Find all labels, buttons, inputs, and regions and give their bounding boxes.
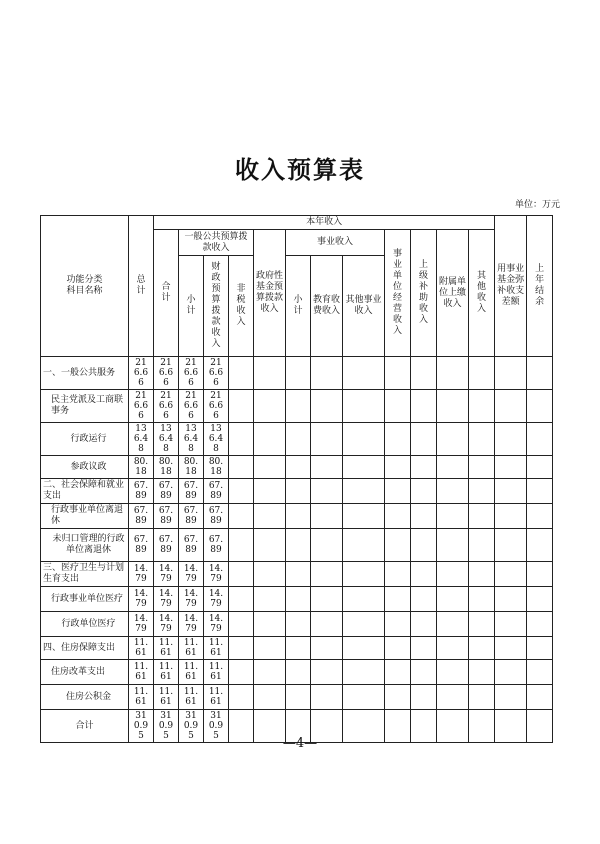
- cell-empty: [527, 504, 553, 529]
- cell-value: 216.66: [129, 357, 154, 390]
- cell-value: 14.79: [129, 612, 154, 637]
- cell-empty: [437, 660, 469, 685]
- cell-value: 136.48: [179, 423, 204, 456]
- cell-empty: [437, 637, 469, 660]
- header-other-business: 其他事业收入: [343, 256, 385, 357]
- cell-empty: [527, 357, 553, 390]
- table-row: [41, 612, 553, 637]
- cell-value: 11.61: [154, 685, 179, 710]
- page-number: —4—: [282, 736, 318, 751]
- cell-empty: [229, 357, 254, 390]
- cell-value: 11.61: [154, 637, 179, 660]
- cell-empty: [411, 660, 437, 685]
- cell-empty: [343, 685, 385, 710]
- cell-empty: [311, 685, 343, 710]
- cell-empty: [495, 423, 527, 456]
- header-nontax: 非税收入: [229, 256, 254, 357]
- cell-value: 67.89: [179, 479, 204, 504]
- cell-empty: [311, 637, 343, 660]
- cell-empty: [527, 529, 553, 562]
- row-label: 行政事业单位离退休: [41, 504, 129, 529]
- cell-empty: [411, 685, 437, 710]
- cell-empty: [254, 456, 286, 479]
- cell-empty: [411, 423, 437, 456]
- cell-value: 11.61: [204, 660, 229, 685]
- cell-empty: [286, 587, 311, 612]
- cell-empty: [437, 456, 469, 479]
- cell-value: 11.61: [179, 685, 204, 710]
- row-label: 合计: [41, 710, 129, 743]
- cell-empty: [229, 390, 254, 423]
- cell-empty: [495, 456, 527, 479]
- cell-empty: [495, 357, 527, 390]
- table-row: [41, 479, 553, 504]
- cell-empty: [411, 612, 437, 637]
- cell-empty: [229, 423, 254, 456]
- cell-empty: [343, 423, 385, 456]
- cell-empty: [469, 637, 495, 660]
- table-row: [41, 637, 553, 660]
- cell-empty: [254, 685, 286, 710]
- cell-value: 67.89: [179, 529, 204, 562]
- cell-empty: [527, 423, 553, 456]
- cell-value: 67.89: [154, 529, 179, 562]
- cell-value: 67.89: [129, 529, 154, 562]
- cell-value: 136.48: [154, 423, 179, 456]
- cell-empty: [469, 357, 495, 390]
- row-label: 行政运行: [41, 423, 129, 456]
- table-row: [41, 660, 553, 685]
- cell-empty: [469, 612, 495, 637]
- table-row: [41, 504, 553, 529]
- cell-empty: [385, 660, 411, 685]
- cell-empty: [527, 685, 553, 710]
- cell-empty: [437, 529, 469, 562]
- cell-empty: [385, 562, 411, 587]
- cell-empty: [229, 479, 254, 504]
- cell-value: 216.66: [154, 390, 179, 423]
- cell-empty: [495, 390, 527, 423]
- cell-empty: [469, 390, 495, 423]
- header-business-income: 事业收入: [286, 230, 385, 256]
- row-label: 一、一般公共服务: [41, 357, 129, 390]
- cell-value: 14.79: [179, 612, 204, 637]
- cell-empty: [527, 660, 553, 685]
- cell-empty: [411, 637, 437, 660]
- cell-value: 67.89: [129, 504, 154, 529]
- cell-empty: [254, 637, 286, 660]
- cell-empty: [343, 562, 385, 587]
- cell-empty: [229, 660, 254, 685]
- row-label: 行政事业单位医疗: [41, 587, 129, 612]
- cell-empty: [495, 660, 527, 685]
- cell-empty: [343, 504, 385, 529]
- header-total: 总计: [129, 216, 154, 357]
- cell-empty: [385, 587, 411, 612]
- cell-empty: [469, 529, 495, 562]
- header-fund-balance: 用事业基金弥补收支差额: [495, 216, 527, 357]
- row-label: 三、医疗卫生与计划生育支出: [41, 562, 129, 587]
- cell-empty: [343, 529, 385, 562]
- cell-value: 67.89: [154, 504, 179, 529]
- cell-empty: [311, 562, 343, 587]
- cell-empty: [286, 423, 311, 456]
- cell-value: 14.79: [179, 587, 204, 612]
- cell-empty: [286, 357, 311, 390]
- cell-empty: [286, 685, 311, 710]
- cell-value: 310.95: [179, 710, 204, 743]
- cell-empty: [385, 479, 411, 504]
- cell-empty: [286, 456, 311, 479]
- row-label: 四、住房保障支出: [41, 637, 129, 660]
- cell-empty: [343, 456, 385, 479]
- header-current-year: 本年收入: [154, 216, 495, 230]
- cell-empty: [495, 529, 527, 562]
- cell-empty: [286, 390, 311, 423]
- cell-empty: [495, 685, 527, 710]
- cell-value: 11.61: [179, 660, 204, 685]
- cell-empty: [495, 479, 527, 504]
- cell-empty: [527, 390, 553, 423]
- header-affiliated: 附属单位上缴收入: [437, 230, 469, 357]
- cell-empty: [311, 390, 343, 423]
- cell-value: 216.66: [204, 390, 229, 423]
- cell-value: 11.61: [154, 660, 179, 685]
- cell-empty: [254, 660, 286, 685]
- cell-value: 14.79: [154, 612, 179, 637]
- cell-empty: [343, 357, 385, 390]
- header-gb-subtotal: 小计: [179, 256, 204, 357]
- table-row: [41, 529, 553, 562]
- cell-value: 216.66: [129, 390, 154, 423]
- cell-value: 14.79: [204, 562, 229, 587]
- cell-empty: [229, 612, 254, 637]
- cell-value: 14.79: [129, 562, 154, 587]
- cell-empty: [229, 637, 254, 660]
- row-label: 住房改革支出: [41, 660, 129, 685]
- cell-empty: [527, 479, 553, 504]
- cell-empty: [286, 637, 311, 660]
- cell-value: 310.95: [154, 710, 179, 743]
- cell-value: 136.48: [129, 423, 154, 456]
- cell-empty: [411, 357, 437, 390]
- cell-empty: [286, 562, 311, 587]
- cell-value: 67.89: [204, 479, 229, 504]
- header-carryover: 上年结余: [527, 216, 553, 357]
- cell-value: 11.61: [204, 685, 229, 710]
- cell-empty: [437, 504, 469, 529]
- cell-empty: [254, 390, 286, 423]
- table-row: [41, 456, 553, 479]
- cell-value: 216.66: [204, 357, 229, 390]
- cell-value: 67.89: [179, 504, 204, 529]
- cell-empty: [469, 587, 495, 612]
- cell-empty: [254, 587, 286, 612]
- cell-empty: [411, 529, 437, 562]
- cell-empty: [527, 637, 553, 660]
- table-row: [41, 423, 553, 456]
- cell-value: 14.79: [154, 587, 179, 612]
- cell-empty: [437, 562, 469, 587]
- cell-empty: [343, 390, 385, 423]
- header-unit-operating: 事业单位经营收入: [385, 230, 411, 357]
- row-label: 行政单位医疗: [41, 612, 129, 637]
- cell-empty: [469, 504, 495, 529]
- cell-empty: [311, 479, 343, 504]
- table-row: [41, 357, 553, 390]
- cell-empty: [385, 637, 411, 660]
- header-fiscal-alloc: 财政预算拨款收入: [204, 256, 229, 357]
- row-label: 住房公积金: [41, 685, 129, 710]
- cell-value: 11.61: [129, 660, 154, 685]
- cell-value: 80.18: [129, 456, 154, 479]
- cell-empty: [495, 587, 527, 612]
- header-gov-fund: 政府性基金预算拨款收入: [254, 230, 286, 357]
- cell-empty: [437, 479, 469, 504]
- cell-value: 67.89: [129, 479, 154, 504]
- table-row: [41, 587, 553, 612]
- header-general-budget: 一般公共预算拨款收入: [179, 230, 254, 256]
- cell-empty: [411, 390, 437, 423]
- table-row: [41, 685, 553, 710]
- cell-empty: [469, 685, 495, 710]
- cell-empty: [311, 423, 343, 456]
- cell-empty: [495, 562, 527, 587]
- cell-empty: [311, 456, 343, 479]
- cell-empty: [527, 562, 553, 587]
- cell-value: 80.18: [179, 456, 204, 479]
- cell-empty: [385, 504, 411, 529]
- cell-empty: [385, 390, 411, 423]
- cell-empty: [411, 479, 437, 504]
- cell-empty: [254, 529, 286, 562]
- row-label: 参政议政: [41, 456, 129, 479]
- row-label: 民主党派及工商联事务: [41, 390, 129, 423]
- cell-empty: [254, 357, 286, 390]
- cell-empty: [286, 479, 311, 504]
- cell-value: 14.79: [204, 587, 229, 612]
- cell-value: 80.18: [204, 456, 229, 479]
- cell-empty: [286, 660, 311, 685]
- cell-empty: [469, 660, 495, 685]
- cell-empty: [437, 357, 469, 390]
- header-other-income: 其他收入: [469, 230, 495, 357]
- cell-empty: [229, 529, 254, 562]
- cell-value: 136.48: [204, 423, 229, 456]
- cell-value: 14.79: [154, 562, 179, 587]
- cell-empty: [437, 390, 469, 423]
- unit-label: 单位：万元: [514, 200, 560, 210]
- cell-empty: [411, 456, 437, 479]
- cell-empty: [411, 504, 437, 529]
- cell-value: 310.95: [129, 710, 154, 743]
- cell-empty: [469, 423, 495, 456]
- header-subtotal: 合计: [154, 230, 179, 357]
- cell-empty: [385, 423, 411, 456]
- cell-value: 216.66: [154, 357, 179, 390]
- cell-empty: [385, 456, 411, 479]
- cell-empty: [254, 479, 286, 504]
- cell-value: 67.89: [204, 529, 229, 562]
- cell-value: 67.89: [204, 504, 229, 529]
- cell-empty: [343, 587, 385, 612]
- header-item-name: 功能分类 科目名称: [41, 216, 129, 357]
- cell-empty: [495, 637, 527, 660]
- cell-empty: [254, 423, 286, 456]
- cell-empty: [229, 685, 254, 710]
- row-label: 未归口管理的行政单位离退休: [41, 529, 129, 562]
- cell-empty: [437, 685, 469, 710]
- cell-value: 310.95: [204, 710, 229, 743]
- cell-value: 80.18: [154, 456, 179, 479]
- cell-empty: [343, 660, 385, 685]
- cell-value: 14.79: [204, 612, 229, 637]
- header-edu-fee: 教育收费收入: [311, 256, 343, 357]
- cell-empty: [286, 504, 311, 529]
- cell-empty: [254, 504, 286, 529]
- cell-empty: [385, 357, 411, 390]
- cell-empty: [311, 660, 343, 685]
- cell-empty: [385, 529, 411, 562]
- cell-empty: [343, 612, 385, 637]
- header-higher-subsidy: 上级补助收入: [411, 230, 437, 357]
- page-title: 收入预算表: [235, 155, 365, 184]
- table-row: [41, 562, 553, 587]
- cell-empty: [229, 504, 254, 529]
- cell-empty: [286, 529, 311, 562]
- cell-empty: [229, 562, 254, 587]
- cell-empty: [469, 456, 495, 479]
- cell-empty: [229, 456, 254, 479]
- cell-empty: [311, 357, 343, 390]
- cell-empty: [527, 587, 553, 612]
- cell-value: 11.61: [129, 685, 154, 710]
- cell-empty: [527, 456, 553, 479]
- table-row: [41, 390, 553, 423]
- cell-value: 14.79: [179, 562, 204, 587]
- cell-empty: [469, 479, 495, 504]
- cell-empty: [437, 587, 469, 612]
- cell-empty: [437, 423, 469, 456]
- cell-empty: [343, 479, 385, 504]
- cell-empty: [495, 612, 527, 637]
- cell-empty: [311, 504, 343, 529]
- cell-empty: [385, 685, 411, 710]
- cell-empty: [311, 587, 343, 612]
- cell-empty: [527, 612, 553, 637]
- cell-value: 216.66: [179, 390, 204, 423]
- cell-empty: [311, 529, 343, 562]
- cell-empty: [343, 637, 385, 660]
- cell-empty: [229, 587, 254, 612]
- cell-value: 11.61: [179, 637, 204, 660]
- cell-value: 216.66: [179, 357, 204, 390]
- row-label: 二、社会保障和就业支出: [41, 479, 129, 504]
- cell-empty: [286, 612, 311, 637]
- cell-empty: [411, 562, 437, 587]
- header-bi-subtotal: 小计: [286, 256, 311, 357]
- cell-value: 11.61: [129, 637, 154, 660]
- cell-empty: [254, 612, 286, 637]
- cell-empty: [437, 612, 469, 637]
- cell-value: 14.79: [129, 587, 154, 612]
- cell-empty: [469, 562, 495, 587]
- income-budget-table: [40, 215, 553, 743]
- cell-empty: [495, 504, 527, 529]
- cell-empty: [411, 587, 437, 612]
- cell-empty: [385, 612, 411, 637]
- cell-value: 11.61: [204, 637, 229, 660]
- cell-empty: [311, 612, 343, 637]
- cell-value: 67.89: [154, 479, 179, 504]
- cell-empty: [254, 562, 286, 587]
